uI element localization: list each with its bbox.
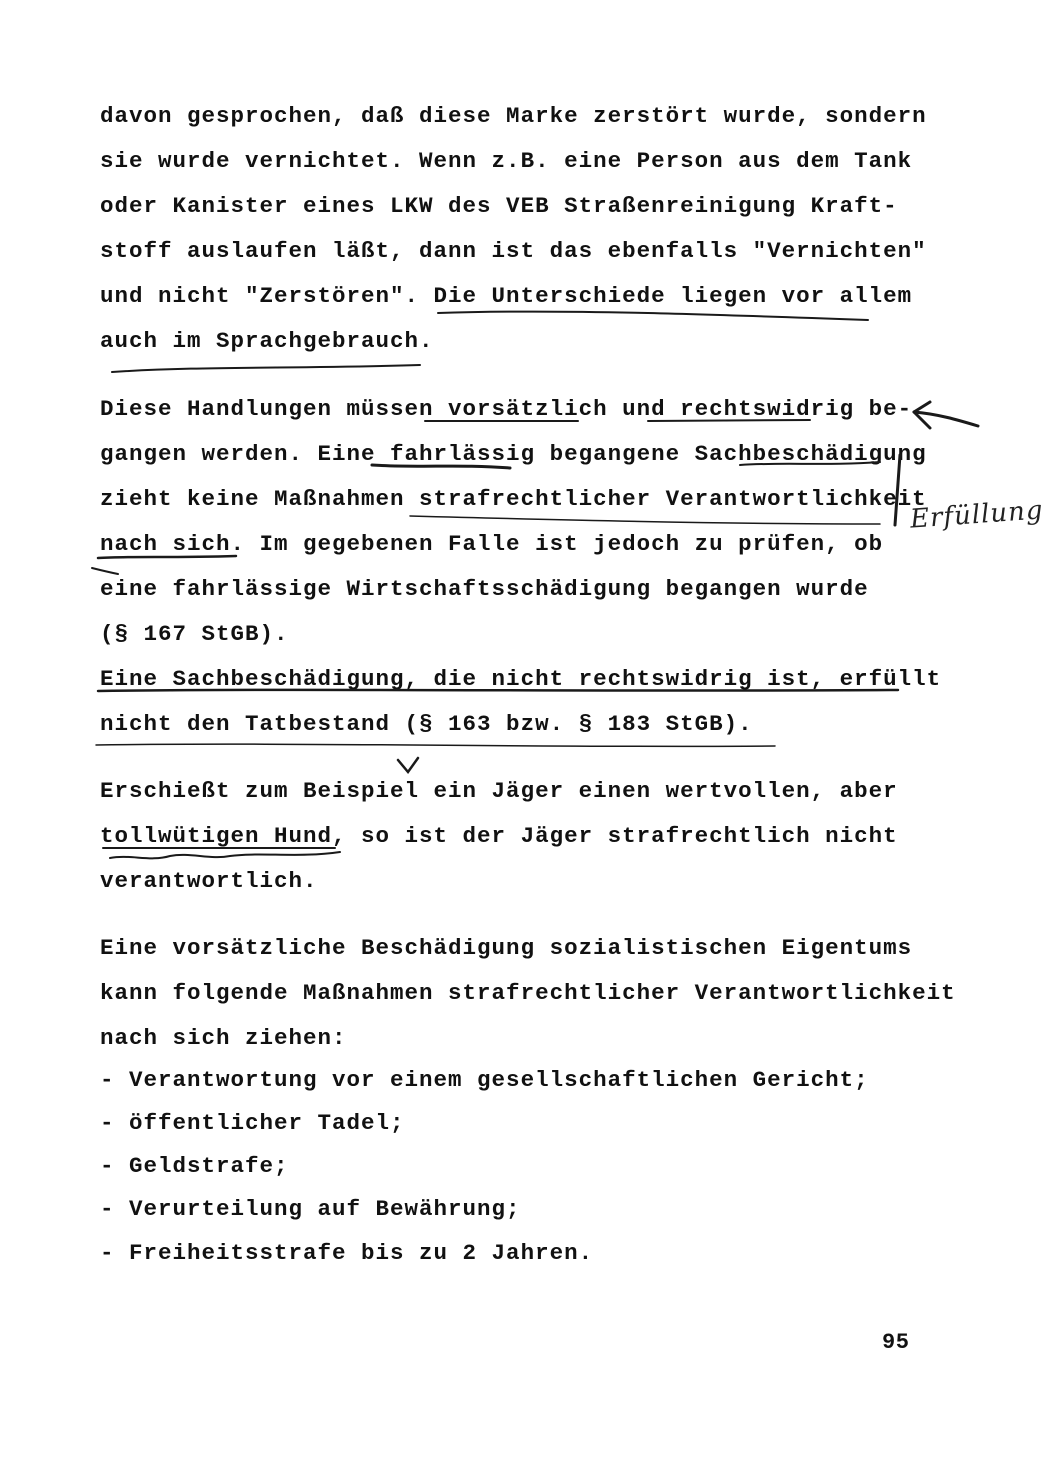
text-line: Erschießt zum Beispiel ein Jäger einen wertvollen, aber xyxy=(100,778,898,804)
text-line: Eine Sachbeschädigung, die nicht rechtswidrig ist, erfüllt xyxy=(100,666,942,692)
underline-stroke xyxy=(112,365,420,372)
text-line: kann folgende Maßnahmen strafrechtlicher Verantwortlichkeit xyxy=(100,980,956,1006)
underline-stroke xyxy=(96,744,775,746)
text-line: sie wurde vernichtet. Wenn z.B. eine Person aus dem Tank xyxy=(100,148,913,174)
text-line: nach sich ziehen: xyxy=(100,1025,347,1051)
text-line: nach sich. Im gegebenen Falle ist jedoch zu prüfen, ob xyxy=(100,531,884,557)
page-number: 95 xyxy=(882,1330,910,1355)
text-line: verantwortlich. xyxy=(100,868,318,894)
handwritten-margin-note: Erfüllung xyxy=(909,495,1044,535)
list-item: - Verantwortung vor einem gesellschaftlichen Gericht; xyxy=(100,1067,869,1093)
underline-stroke xyxy=(92,568,118,574)
text-line: zieht keine Maßnahmen strafrechtlicher Verantwortlichkeit xyxy=(100,486,927,512)
underline-stroke xyxy=(410,516,880,524)
check-icon xyxy=(398,758,418,772)
text-line: und nicht "Zerstören". Die Unterschiede liegen vor allem xyxy=(100,283,913,309)
text-line: stoff auslaufen läßt, dann ist das ebenfalls "Vernichten" xyxy=(100,238,927,264)
list-item: - Verurteilung auf Bewährung; xyxy=(100,1196,521,1222)
text-line: Diese Handlungen müssen vorsätzlich und rechtswidrig be- xyxy=(100,396,913,422)
list-item: - Freiheitsstrafe bis zu 2 Jahren. xyxy=(100,1240,594,1266)
text-line: (§ 167 StGB). xyxy=(100,621,289,647)
arrow-icon xyxy=(914,402,930,428)
text-line: oder Kanister eines LKW des VEB Straßenreinigung Kraft- xyxy=(100,193,898,219)
underline-stroke xyxy=(438,312,868,320)
list-item: - Geldstrafe; xyxy=(100,1153,289,1179)
arrow-icon xyxy=(914,412,978,426)
text-line: nicht den Tatbestand (§ 163 bzw. § 183 StGB). xyxy=(100,711,753,737)
text-line: eine fahrlässige Wirtschaftsschädigung begangen wurde xyxy=(100,576,869,602)
underline-stroke xyxy=(110,852,340,858)
text-line: Eine vorsätzliche Beschädigung sozialistischen Eigentums xyxy=(100,935,913,961)
text-line: davon gesprochen, daß diese Marke zerstört wurde, sondern xyxy=(100,103,927,129)
text-line: tollwütigen Hund, so ist der Jäger strafrechtlich nicht xyxy=(100,823,898,849)
text-line: auch im Sprachgebrauch. xyxy=(100,328,434,354)
text-line: gangen werden. Eine fahrlässig begangene Sachbeschädigung xyxy=(100,441,927,467)
list-item: - öffentlicher Tadel; xyxy=(100,1110,405,1136)
